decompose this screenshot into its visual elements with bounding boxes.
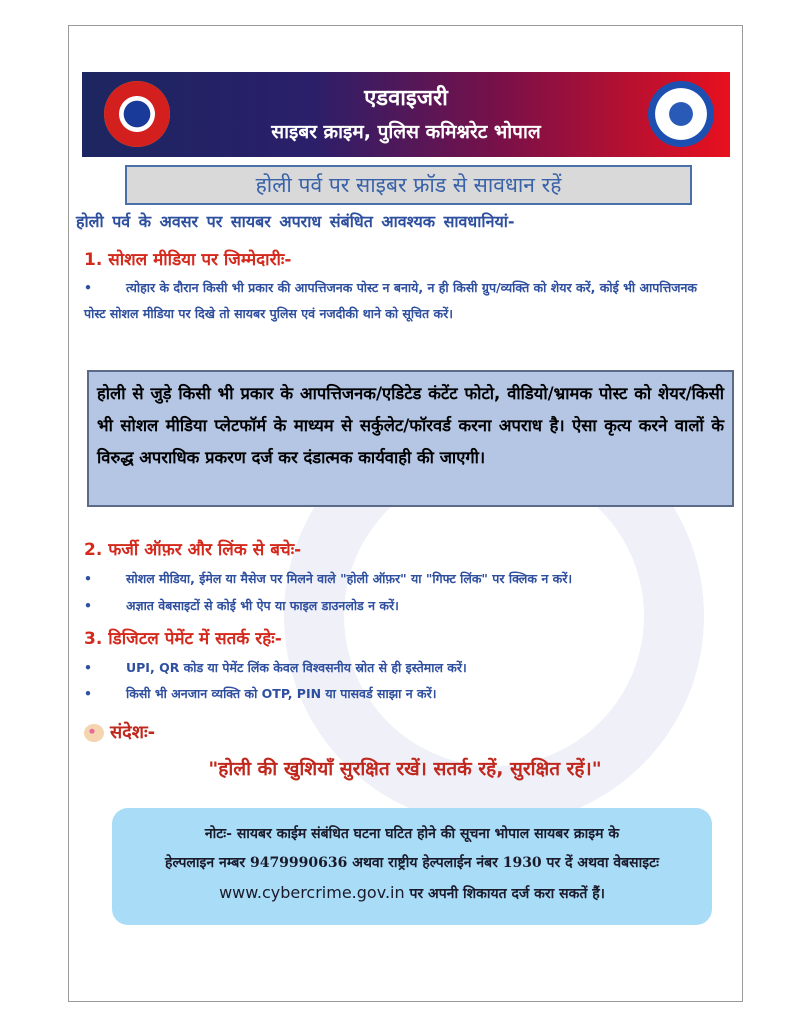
header-title: एडवाइजरी xyxy=(364,86,448,111)
section-3-heading: 3. डिजिटल पेमेंट में सतर्क रहेः- xyxy=(84,629,282,649)
bullet-text: सोशल मीडिया, ईमेल या मैसेज पर मिलने वाले "होली ऑफ़र" या "गिफ्ट लिंक" पर क्लिक न करें। xyxy=(126,571,573,586)
section-1-heading: 1. सोशल मीडिया पर जिम्मेदारीः- xyxy=(84,250,292,270)
cybercrime-link[interactable]: www.cybercrime.gov.in xyxy=(219,883,405,902)
section-2-bullet: • अज्ञात वेबसाइटों से कोई भी ऐप या फाइल डाउनलोड न करें। xyxy=(84,598,399,613)
header-banner xyxy=(82,72,730,157)
message-label xyxy=(84,720,155,744)
note-line-3 xyxy=(112,883,712,903)
warning-box: होली से जुड़े किसी भी प्रकार के आपत्तिजनक/एडिटेड कंटेंट फोटो, वीडियो/भ्रामक पोस्ट को शेयर/किसी भी सोशल मीडिया प्लेटफॉर्म के माध्यम से सर्कुलेट/फॉरवर्ड करना अपराध है। ऐसा कृत्य करने वालों के विरुद्ध अपराधिक प्रकरण दर्ज कर दंडात्मक कार्यवाही की जाएगी। xyxy=(87,370,734,507)
section-2-bullet: • सोशल मीडिया, ईमेल या मैसेज पर मिलने वाले "होली ऑफ़र" या "गिफ्ट लिंक" पर क्लिक न करें। xyxy=(84,571,573,586)
mp-police-logo xyxy=(648,81,714,147)
note-box xyxy=(112,808,712,925)
message-label-text: संदेशः- xyxy=(110,722,156,743)
advisory-title: होली पर्व पर साइबर फ्रॉड से सावधान रहें xyxy=(125,165,692,205)
palette-icon xyxy=(84,724,104,742)
message-quote: "होली की खुशियाँ सुरक्षित रखें। सतर्क रहें, सुरक्षित रहें।" xyxy=(208,758,602,780)
intro-text: होली पर्व के अवसर पर सायबर अपराध संबंधित आवश्यक सावधानियां- xyxy=(76,212,515,231)
section-3-bullet: • किसी भी अनजान व्यक्ति को OTP, PIN या पासवर्ड साझा न करें। xyxy=(84,686,437,701)
bullet-text: अज्ञात वेबसाइटों से कोई भी ऐप या फाइल डाउनलोड न करें। xyxy=(126,598,399,613)
header-subtitle: साइबर क्राइम, पुलिस कमिश्नरेट भोपाल xyxy=(271,121,541,143)
note-line-2: हेल्पलाइन नम्बर 9479990636 अथवा राष्ट्रीय हेल्पलाईन नंबर 1930 पर दें अथवा वेबसाइटः xyxy=(165,855,659,871)
bullet-text: किसी भी अनजान व्यक्ति को OTP, PIN या पासवर्ड साझा न करें। xyxy=(126,686,437,701)
bullet-text: त्योहार के दौरान किसी भी प्रकार की आपत्तिजनक पोस्ट न बनाये, न ही किसी ग्रुप/व्यक्ति को शेयर करें, कोई भी आपत्तिजनक पोस्ट सोशल मीडिया पर दिखे तो सायबर पुलिस एवं नजदीकी थाने को सूचित करें। xyxy=(84,280,698,321)
note-line-3-text: पर अपनी शिकायत दर्ज करा सकतें हैं। xyxy=(404,886,605,902)
bullet-text: UPI, QR कोड या पेमेंट लिंक केवल विश्वसनीय स्रोत से ही इस्तेमाल करें। xyxy=(126,660,467,675)
note-line-1: नोटः- सायबर काईम संबंधित घटना घटित होने की सूचना भोपाल सायबर क्राइम के xyxy=(204,826,620,842)
section-1-bullet: • त्योहार के दौरान किसी भी प्रकार की आपत्तिजनक पोस्ट न बनाये, न ही किसी ग्रुप/व्यक्ति को शेयर करें, कोई भी आपत्तिजनक पोस्ट सोशल मीडिया पर दिखे तो सायबर पुलिस एवं नजदीकी थाने को सूचित करें। xyxy=(84,280,698,321)
section-2-heading: 2. फर्जी ऑफ़र और लिंक से बचेः- xyxy=(84,540,302,560)
section-3-bullet: • UPI, QR कोड या पेमेंट लिंक केवल विश्वसनीय स्रोत से ही इस्तेमाल करें। xyxy=(84,660,467,675)
